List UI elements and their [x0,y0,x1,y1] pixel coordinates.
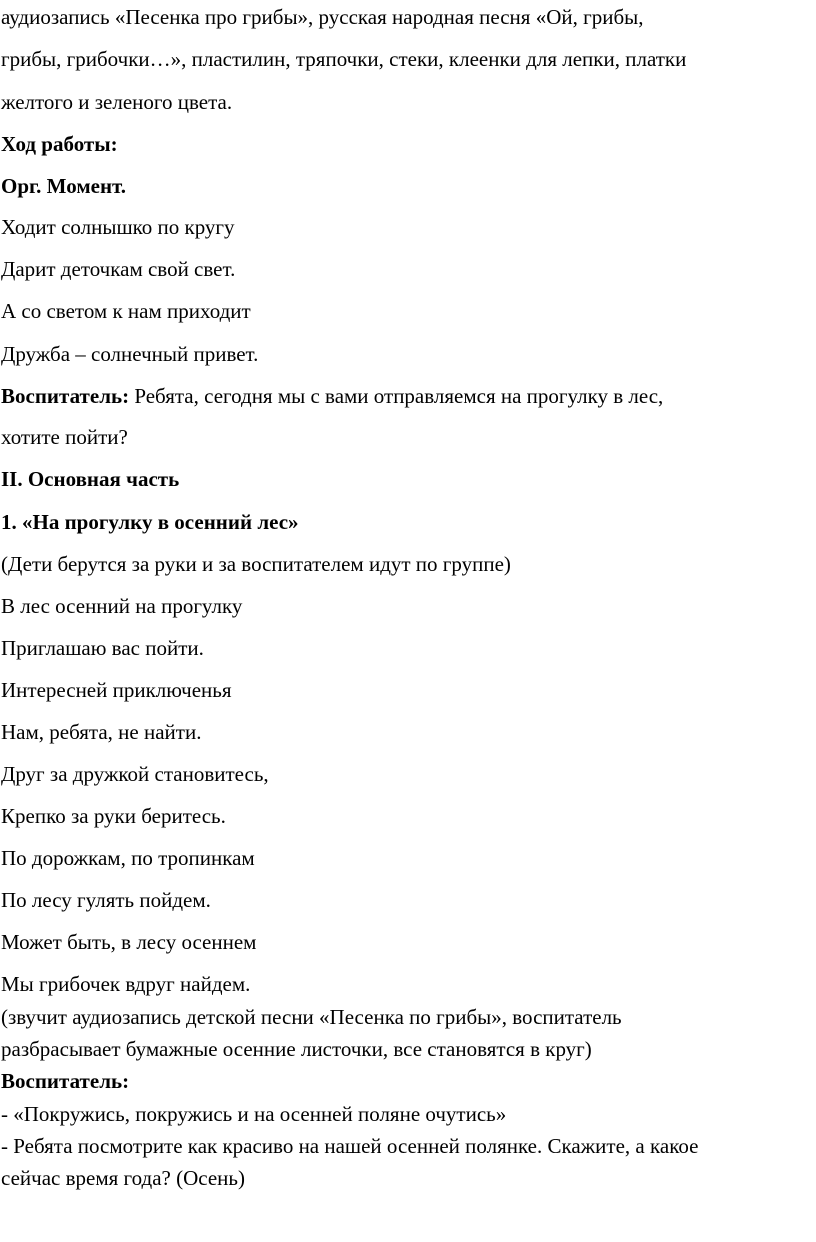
poem-line: Ходит солнышко по кругу [1,215,235,239]
dialogue-line: сейчас время года? (Осень) [1,1166,245,1190]
speaker-label: Воспитатель: [1,1069,130,1093]
poem-line: По лесу гулять пойдем. [1,888,211,912]
dialogue-line: - «Покружись, покружись и на осенней поляне очутись» [1,1102,507,1126]
poem-line: А со светом к нам приходит [1,299,251,323]
poem-line: Интересней приключенья [1,678,232,702]
dialogue-line [1,383,663,409]
poem-line: Крепко за руки беритесь. [1,804,226,828]
poem-line: Дружба – солнечный привет. [1,342,259,366]
poem-line: Нам, ребята, не найти. [1,720,202,744]
poem-line: Может быть, в лесу осеннем [1,930,257,954]
dialogue-text: Ребята, сегодня мы с вами отправляемся на прогулку в лес, [129,384,664,408]
poem-line: В лес осенний на прогулку [1,594,243,618]
poem-line: Друг за дружкой становитесь, [1,762,269,786]
text-line: разбрасывает бумажные осенние листочки, все становятся в круг) [1,1037,592,1061]
text-line: (Дети берутся за руки и за воспитателем идут по группе) [1,552,511,576]
speaker-label: Воспитатель: [1,384,130,408]
poem-line: Приглашаю вас пойти. [1,636,204,660]
section-heading: Ход работы: [1,132,118,156]
poem-line: Дарит деточкам свой свет. [1,257,236,281]
text-line: грибы, грибочки…», пластилин, тряпочки, стеки, клеенки для лепки, платки [1,47,687,71]
text-line: хотите пойти? [1,425,128,449]
poem-line: Мы грибочек вдруг найдем. [1,972,251,996]
text-line: аудиозапись «Песенка про грибы», русская народная песня «Ой, грибы, [1,5,644,29]
section-heading: II. Основная часть [1,467,180,491]
text-line: желтого и зеленого цвета. [1,90,233,114]
text-line: (звучит аудиозапись детской песни «Песенка по грибы», воспитатель [1,1005,622,1029]
dialogue-line: - Ребята посмотрите как красиво на нашей осенней полянке. Скажите, а какое [1,1134,699,1158]
section-heading: 1. «На прогулку в осенний лес» [1,510,299,534]
section-heading: Орг. Момент. [1,174,127,198]
poem-line: По дорожкам, по тропинкам [1,846,255,870]
